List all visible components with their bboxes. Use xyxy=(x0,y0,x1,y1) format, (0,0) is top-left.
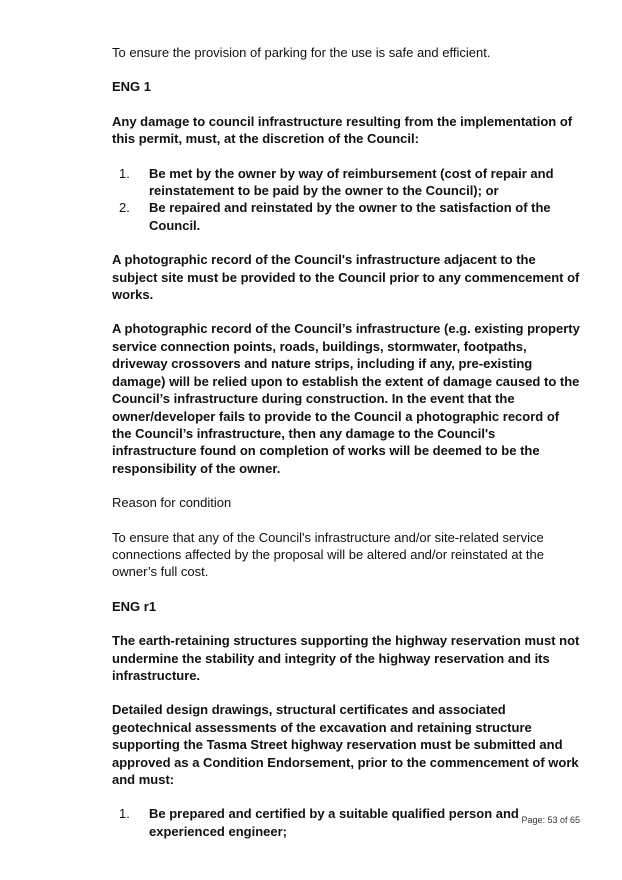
page-number-footer: Page: 53 of 65 xyxy=(521,815,580,825)
condition-damage-intro: Any damage to council infrastructure resulting from the implementation of this permit, must, at the discretion of the Council: xyxy=(112,113,573,147)
list-item-text: Be repaired and reinstated by the owner to the satisfaction of the Council. xyxy=(149,200,551,233)
list-item xyxy=(112,199,582,234)
list-item-number: 1. xyxy=(119,806,130,822)
heading-eng-r1: ENG r1 xyxy=(112,598,157,614)
damage-options-list xyxy=(112,165,582,235)
list-item-number: 2. xyxy=(119,200,130,216)
photographic-record-requirement: A photographic record of the Council's infrastructure adjacent to the subject site must be provided to the Council prior to any commencement of works. xyxy=(112,252,580,303)
document-body xyxy=(112,44,582,857)
reason-for-condition-label: Reason for condition xyxy=(112,495,232,511)
earth-retaining-condition: The earth-retaining structures supporting the highway reservation must not undermine the stability and integrity of the highway reservation and its infrastructure. xyxy=(112,633,580,683)
list-item-text: Be prepared and certified by a suitable qualified person and experienced engineer; xyxy=(149,806,519,839)
reason-infrastructure: To ensure that any of the Council's infrastructure and/or site-related service connections affected by the proposal will be altered and/or reinstated at the owner’s full cost. xyxy=(112,529,544,580)
list-item-number: 1. xyxy=(119,165,130,181)
photographic-record-details: A photographic record of the Council’s infrastructure (e.g. existing property service connection points, roads, buildings, stormwater, footpaths, driveway crossovers and nature strips, including if any, pre-existing damage) will be relied upon to establish the extent of damage caused to the Council’s infrastructure during construction. In the event that the owner/developer fails to provide to the Council a photographic record of the Council’s infrastructure, then any damage to the Council's infrastructure found on completion of works will be deemed to be the responsibility of the owner. xyxy=(112,321,580,476)
list-item-text: Be met by the owner by way of reimbursement (cost of repair and reinstatement to be paid by the owner to the Council); or xyxy=(149,165,554,199)
design-drawings-condition: Detailed design drawings, structural certificates and associated geotechnical assessments of the excavation and retaining structure supporting the Tasma Street highway reservation must be submitted and approved as a Condition Endorsement, prior to the commencement of work and must: xyxy=(112,702,579,787)
heading-eng-1: ENG 1 xyxy=(112,79,152,95)
reason-parking: To ensure the provision of parking for the use is safe and efficient. xyxy=(112,45,491,60)
list-item xyxy=(112,165,582,200)
